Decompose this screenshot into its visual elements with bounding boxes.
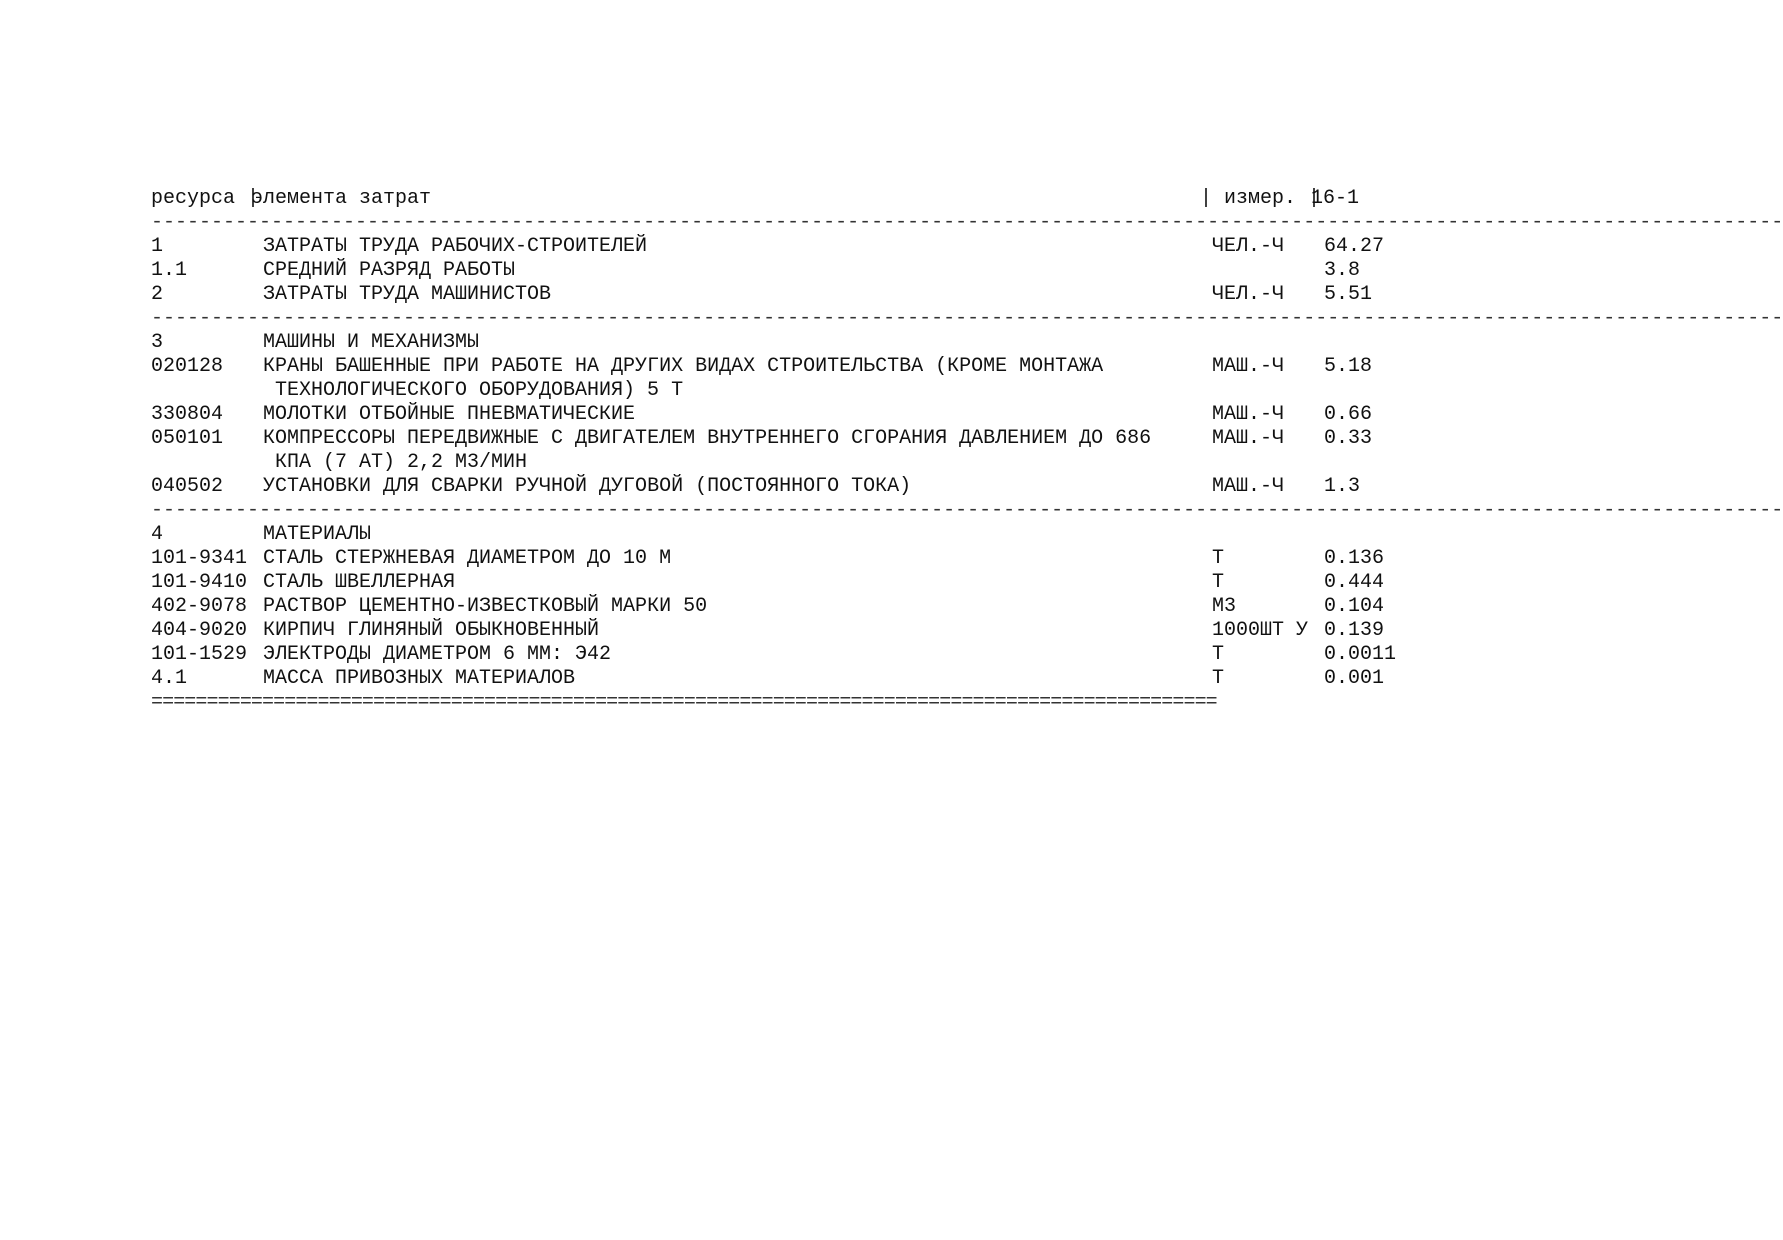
norm-value: 0.104 [1324, 595, 1385, 618]
unit-of-measure: Т [1212, 571, 1225, 594]
table-row [151, 331, 1413, 355]
norm-value: 64.27 [1324, 235, 1385, 258]
norm-value: 1.3 [1324, 475, 1361, 498]
resource-code: 101-1529 [151, 643, 248, 666]
table-row [151, 355, 1413, 379]
resource-code: 3 [151, 331, 164, 354]
resource-code: 1 [151, 235, 164, 258]
unit-of-measure: 1000ШТ У [1212, 619, 1309, 642]
table-row [151, 427, 1413, 451]
norm-value: 3.8 [1324, 259, 1361, 282]
cost-element-name: МАССА ПРИВОЗНЫХ МАТЕРИАЛОВ [263, 667, 576, 690]
cost-element-name-continued: КПА (7 АТ) 2,2 М3/МИН [275, 451, 528, 474]
unit-of-measure: МАШ.-Ч [1212, 475, 1285, 498]
table-row [151, 643, 1413, 667]
table-row [151, 667, 1413, 691]
table-row [151, 547, 1413, 571]
resource-code: 101-9341 [151, 547, 248, 570]
unit-of-measure: Т [1212, 547, 1225, 570]
norm-value: 5.18 [1324, 355, 1373, 378]
resource-code: 101-9410 [151, 571, 248, 594]
separator-line: ---------------------------------------------------------------------------------------------------------------------------------------- [151, 307, 1783, 330]
cost-element-name: КОМПРЕССОРЫ ПЕРЕДВИЖНЫЕ С ДВИГАТЕЛЕМ ВНУТРЕННЕГО СГОРАНИЯ ДАВЛЕНИЕМ ДО 686 [263, 427, 1152, 450]
norm-value: 0.66 [1324, 403, 1373, 426]
table-row [151, 523, 1413, 547]
table-row [151, 475, 1413, 499]
norm-value: 0.0011 [1324, 643, 1397, 666]
resource-code: 040502 [151, 475, 224, 498]
cost-element-name: ЭЛЕКТРОДЫ ДИАМЕТРОМ 6 ММ: Э42 [263, 643, 612, 666]
cost-element-name: ЗАТРАТЫ ТРУДА РАБОЧИХ-СТРОИТЕЛЕЙ [263, 235, 648, 258]
resource-code: 2 [151, 283, 164, 306]
unit-of-measure: М3 [1212, 595, 1237, 618]
norm-value: 0.136 [1324, 547, 1385, 570]
header-resource: ресурса | [151, 187, 260, 210]
cost-element-name: МАТЕРИАЛЫ [263, 523, 372, 546]
cost-element-name: УСТАНОВКИ ДЛЯ СВАРКИ РУЧНОЙ ДУГОВОЙ (ПОСТОЯННОГО ТОКА) [263, 475, 912, 498]
cost-element-name: РАСТВОР ЦЕМЕНТНО-ИЗВЕСТКОВЫЙ МАРКИ 50 [263, 595, 708, 618]
cost-element-name: КРАНЫ БАШЕННЫЕ ПРИ РАБОТЕ НА ДРУГИХ ВИДАХ СТРОИТЕЛЬСТВА (КРОМЕ МОНТАЖА [263, 355, 1104, 378]
norm-value: 5.51 [1324, 283, 1373, 306]
resource-code: 4 [151, 523, 164, 546]
norm-value: 0.001 [1324, 667, 1385, 690]
unit-of-measure: МАШ.-Ч [1212, 403, 1285, 426]
table-row [151, 619, 1413, 643]
cost-element-name: КИРПИЧ ГЛИНЯНЫЙ ОБЫКНОВЕННЫЙ [263, 619, 600, 642]
cost-element-name: СТАЛЬ ШВЕЛЛЕРНАЯ [263, 571, 456, 594]
table-row-continuation [151, 379, 1413, 403]
resource-table [151, 187, 1783, 715]
resource-code: 050101 [151, 427, 224, 450]
resource-code: 4.1 [151, 667, 188, 690]
unit-of-measure: ЧЕЛ.-Ч [1212, 283, 1285, 306]
cost-element-name: СРЕДНИЙ РАЗРЯД РАБОТЫ [263, 259, 516, 282]
cost-element-name: ЗАТРАТЫ ТРУДА МАШИНИСТОВ [263, 283, 552, 306]
table-row [151, 403, 1413, 427]
unit-of-measure: МАШ.-Ч [1212, 427, 1285, 450]
table-row [151, 283, 1413, 307]
table-row [151, 235, 1413, 259]
table-header [151, 187, 1413, 211]
norm-value: 0.444 [1324, 571, 1385, 594]
resource-code: 330804 [151, 403, 224, 426]
norm-value: 0.33 [1324, 427, 1373, 450]
table-body [151, 211, 1783, 715]
separator-line: ---------------------------------------------------------------------------------------------------------------------------------------- [151, 211, 1783, 234]
separator-line: ---------------------------------------------------------------------------------------------------------------------------------------- [151, 499, 1783, 522]
resource-code: 1.1 [151, 259, 188, 282]
table-row [151, 571, 1413, 595]
cost-element-name-continued: ТЕХНОЛОГИЧЕСКОГО ОБОРУДОВАНИЯ) 5 Т [275, 379, 684, 402]
header-unit: | измер. | [1200, 187, 1321, 210]
resource-code: 402-9078 [151, 595, 248, 618]
closing-double-rule: ================================================================================================ [151, 691, 1217, 714]
cost-element-name: СТАЛЬ СТЕРЖНЕВАЯ ДИАМЕТРОМ ДО 10 М [263, 547, 672, 570]
table-row-continuation [151, 451, 1413, 475]
resource-code: 404-9020 [151, 619, 248, 642]
norm-value: 0.139 [1324, 619, 1385, 642]
header-norm: 16-1 [1311, 187, 1360, 210]
cost-element-name: МОЛОТКИ ОТБОЙНЫЕ ПНЕВМАТИЧЕСКИЕ [263, 403, 636, 426]
header-element: элемента затрат [251, 187, 432, 210]
unit-of-measure: Т [1212, 643, 1225, 666]
unit-of-measure: ЧЕЛ.-Ч [1212, 235, 1285, 258]
unit-of-measure: МАШ.-Ч [1212, 355, 1285, 378]
table-row [151, 595, 1413, 619]
unit-of-measure: Т [1212, 667, 1225, 690]
table-row [151, 259, 1413, 283]
cost-element-name: МАШИНЫ И МЕХАНИЗМЫ [263, 331, 480, 354]
resource-code: 020128 [151, 355, 224, 378]
